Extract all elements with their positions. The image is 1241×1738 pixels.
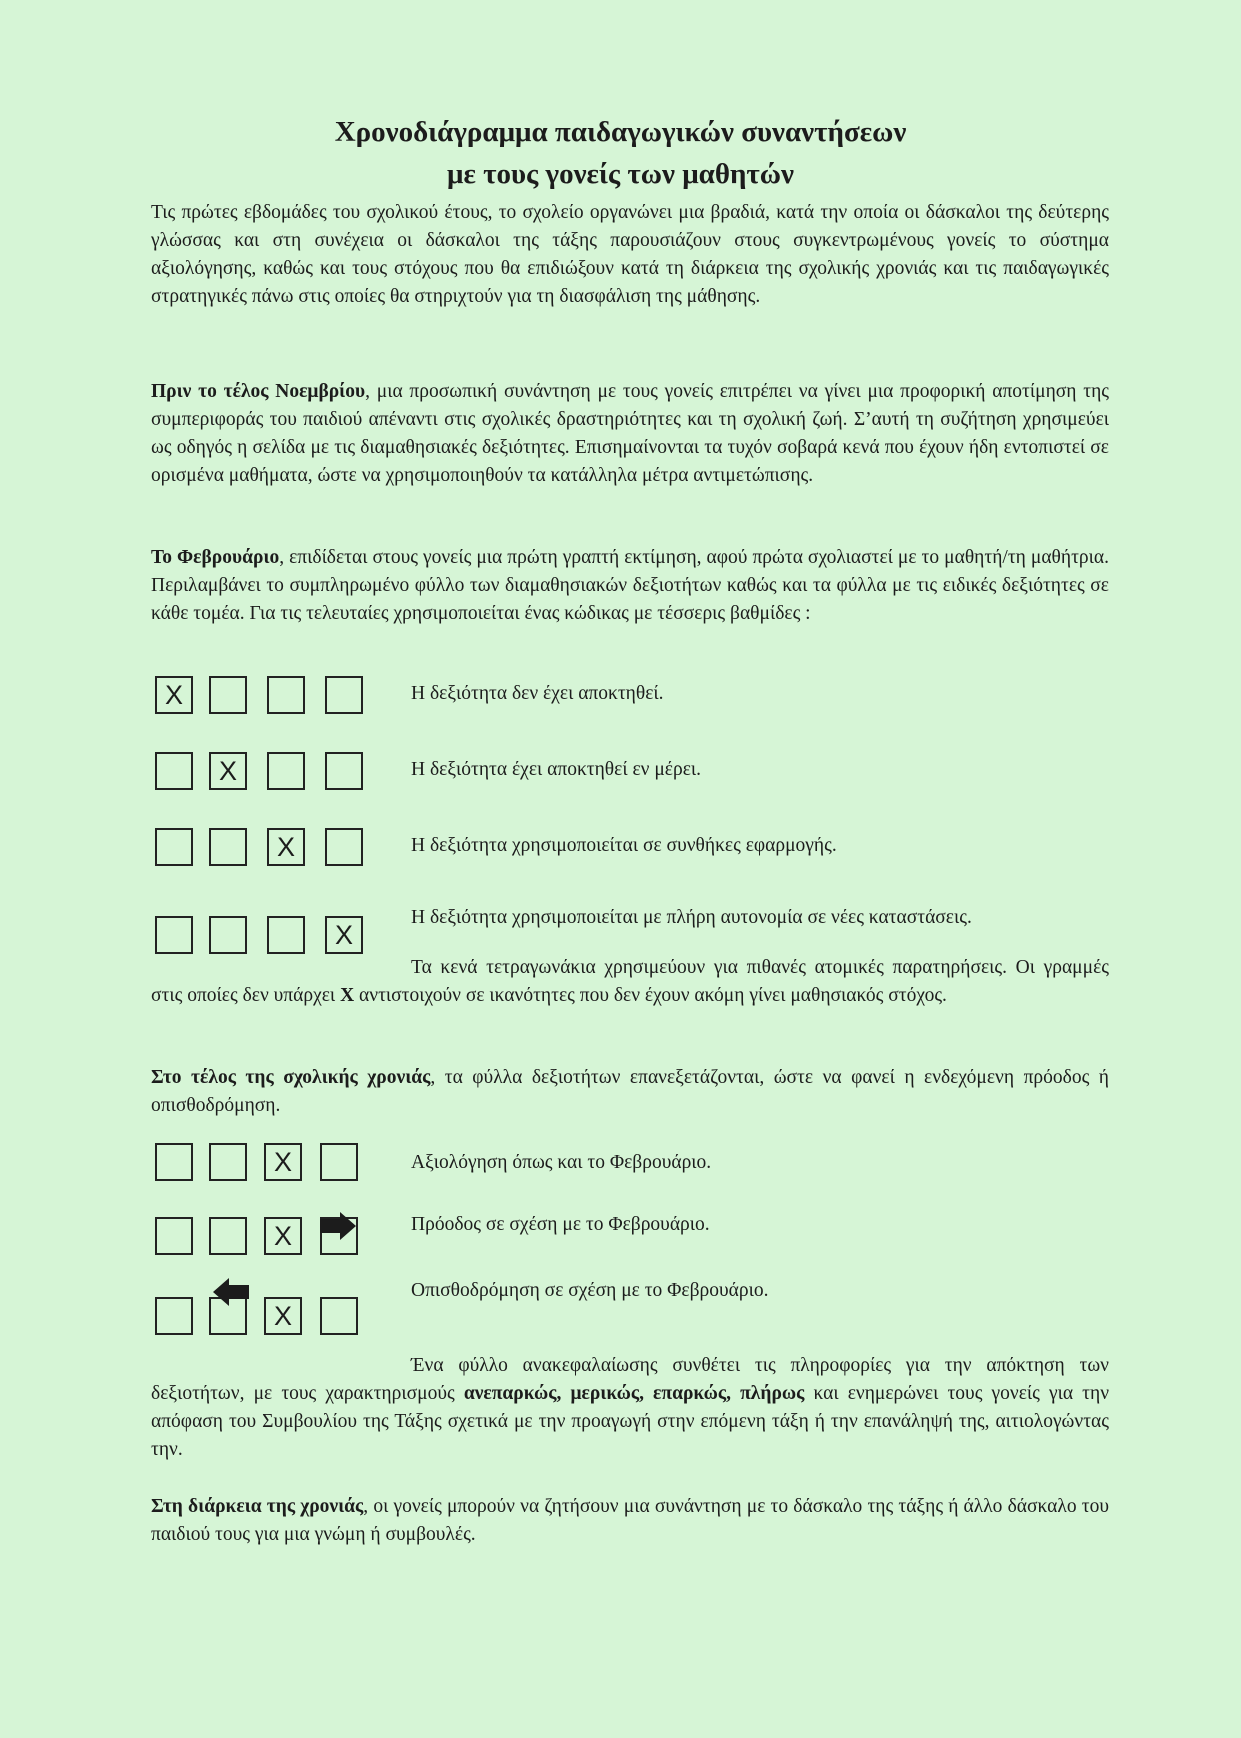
progress-box <box>155 1143 193 1181</box>
summary-terms: ανεπαρκώς, μερικώς, επαρκώς, πλήρως <box>463 1383 805 1404</box>
summary-text-end: και ενημερώνει τους γονείς για την απόφαση του Συμβουλίου της Τάξης σχετικά με την προαγωγή στην επόμενη τάξη ή την επανάληψή της, αιτιολογώντας την. <box>151 1383 1110 1460</box>
progress-box <box>155 1297 193 1335</box>
february-text: , επιδίδεται στους γονείς μια πρώτη γραπτή εκτίμηση, αφού πρώτα σχολιαστεί με το μαθητή/τη μαθήτρια. Περιλαμβάνει το συμπληρωμένο φύλλο των διαμαθησιακών δεξιοτήτων καθώς και τα φύλλα με τις ειδικές δεξιότητες σε κάθε τομέα. Για τις τελευταίες χρησιμοποιείται ένας κώδικας με τέσσερις βαθμίδες : <box>151 547 1109 624</box>
progress-box: X <box>264 1297 302 1335</box>
november-lead: Πριν το τέλος Νοεμβρίου <box>151 381 366 402</box>
page-title: Χρονοδιάγραμμα παιδαγωγικών συναντήσεων <box>334 116 907 148</box>
during-year-lead: Στη διάρκεια της χρονιάς <box>151 1496 364 1517</box>
november-text: , μια προσωπική συνάντηση με τους γονείς επιτρέπει να γίνει μια προφορική αποτίμηση της συμπεριφοράς του παιδιού απέναντι στις σχολικές δραστηριότητες και τη σχολική ζωή. Σ’αυτή τη συζήτηση χρησιμεύει ως οδηγός η σελίδα με τις διαμαθησιακές δεξιότητες. Επισημαίνονται τα τυχόν σοβαρά κενά που έχουν ήδη εντοπιστεί σε ορισμένα μαθήματα, ώστε να χρησιμοποιηθούν τα κατάλληλα μέτρα αντιμετώπισης. <box>151 381 1109 486</box>
note-text-start: Τα κενά τετραγωνάκια χρησιμεύουν για πιθανές ατομικές παρατηρήσεις. Οι γραμμές στις οποίες δεν υπάρχει <box>151 957 1109 1006</box>
level-label: Η δεξιότητα έχει αποκτηθεί εν μέρει. <box>411 759 702 780</box>
level-box <box>267 916 305 954</box>
level-box <box>155 752 193 790</box>
left-arrow-icon <box>211 1277 251 1307</box>
level-box <box>155 828 193 866</box>
empty-boxes-note <box>151 954 1109 1010</box>
summary-text-start: Ένα φύλλο ανακεφαλαίωσης συνθέτει τις πληροφορίες για την απόκτηση των δεξιοτήτων, με τους χαρακτηρισμούς <box>151 1355 1109 1404</box>
level-label: Η δεξιότητα χρησιμοποιείται με πλήρη αυτονομία σε νέες καταστάσεις. <box>411 907 972 928</box>
year-end-lead: Στο τέλος της σχολικής χρονιάς <box>151 1067 431 1088</box>
level-box: X <box>325 916 363 954</box>
progress-box <box>320 1297 358 1335</box>
during-year-text: , οι γονείς μπορούν να ζητήσουν μια συνάντηση με το δάσκαλο της τάξης ή άλλο δάσκαλο του παιδιού τους για μια γνώμη ή συμβουλές. <box>151 1496 1109 1545</box>
progress-box <box>320 1143 358 1181</box>
level-box <box>267 752 305 790</box>
level-row-1 <box>155 676 1115 720</box>
progress-label: Πρόοδος σε σχέση με το Φεβρουάριο. <box>411 1214 710 1235</box>
summary-paragraph <box>151 1352 1109 1464</box>
progress-label: Αξιολόγηση όπως και το Φεβρουάριο. <box>411 1152 712 1173</box>
level-box <box>325 828 363 866</box>
year-end-text: , τα φύλλα δεξιοτήτων επανεξετάζονται, ώστε να φανεί η ενδεχόμενη πρόοδος ή οπισθοδρόμηση. <box>151 1067 1110 1116</box>
progress-row-same <box>155 1143 1115 1187</box>
level-box <box>209 916 247 954</box>
note-text-end: αντιστοιχούν σε ικανότητες που δεν έχουν ακόμη γίνει μαθησιακός στόχος. <box>354 985 947 1006</box>
progress-box <box>155 1217 193 1255</box>
level-label: Η δεξιότητα δεν έχει αποκτηθεί. <box>411 683 664 704</box>
intro-paragraph: Τις πρώτες εβδομάδες του σχολικού έτους, το σχολείο οργανώνει μια βραδιά, κατά την οποία οι δάσκαλοι της δεύτερης γλώσσας και στη συνέχεια οι δάσκαλοι της τάξης παρουσιάζουν στους συγκεντρωμένους γονείς το σύστημα αξιολόγησης, καθώς και τους στόχους που θα επιδιώξουν κατά τη διάρκεια της σχολικής χρονιάς και τις παιδαγωγικές στρατηγικές πάνω στις οποίες θα στηριχτούν για τη διασφάλιση της μάθησης. <box>151 202 1109 307</box>
page-subtitle: με τους γονείς των μαθητών <box>447 158 794 190</box>
level-box: X <box>267 828 305 866</box>
november-paragraph <box>151 378 1109 490</box>
level-box <box>325 752 363 790</box>
progress-label: Οπισθοδρόμηση σε σχέση με το Φεβρουάριο. <box>411 1280 769 1301</box>
level-box <box>155 916 193 954</box>
level-box <box>325 676 363 714</box>
progress-box <box>209 1143 247 1181</box>
progress-box <box>209 1217 247 1255</box>
february-lead: Το Φεβρουάριο <box>151 547 280 568</box>
note-mark: Χ <box>340 985 355 1006</box>
level-row-2 <box>155 752 1115 796</box>
level-box <box>267 676 305 714</box>
level-box: X <box>155 676 193 714</box>
progress-row-backward <box>155 1280 1115 1341</box>
right-arrow-icon <box>318 1211 358 1241</box>
progress-box: X <box>264 1143 302 1181</box>
level-label: Η δεξιότητα χρησιμοποιείται σε συνθήκες εφαρμογής. <box>411 835 837 856</box>
level-row-3 <box>155 828 1115 872</box>
year-end-paragraph <box>151 1064 1109 1120</box>
february-paragraph <box>151 544 1109 628</box>
progress-row-forward <box>155 1214 1115 1261</box>
level-box: X <box>209 752 247 790</box>
level-box <box>209 828 247 866</box>
progress-box: X <box>264 1217 302 1255</box>
during-year-paragraph <box>151 1493 1109 1549</box>
level-box <box>209 676 247 714</box>
